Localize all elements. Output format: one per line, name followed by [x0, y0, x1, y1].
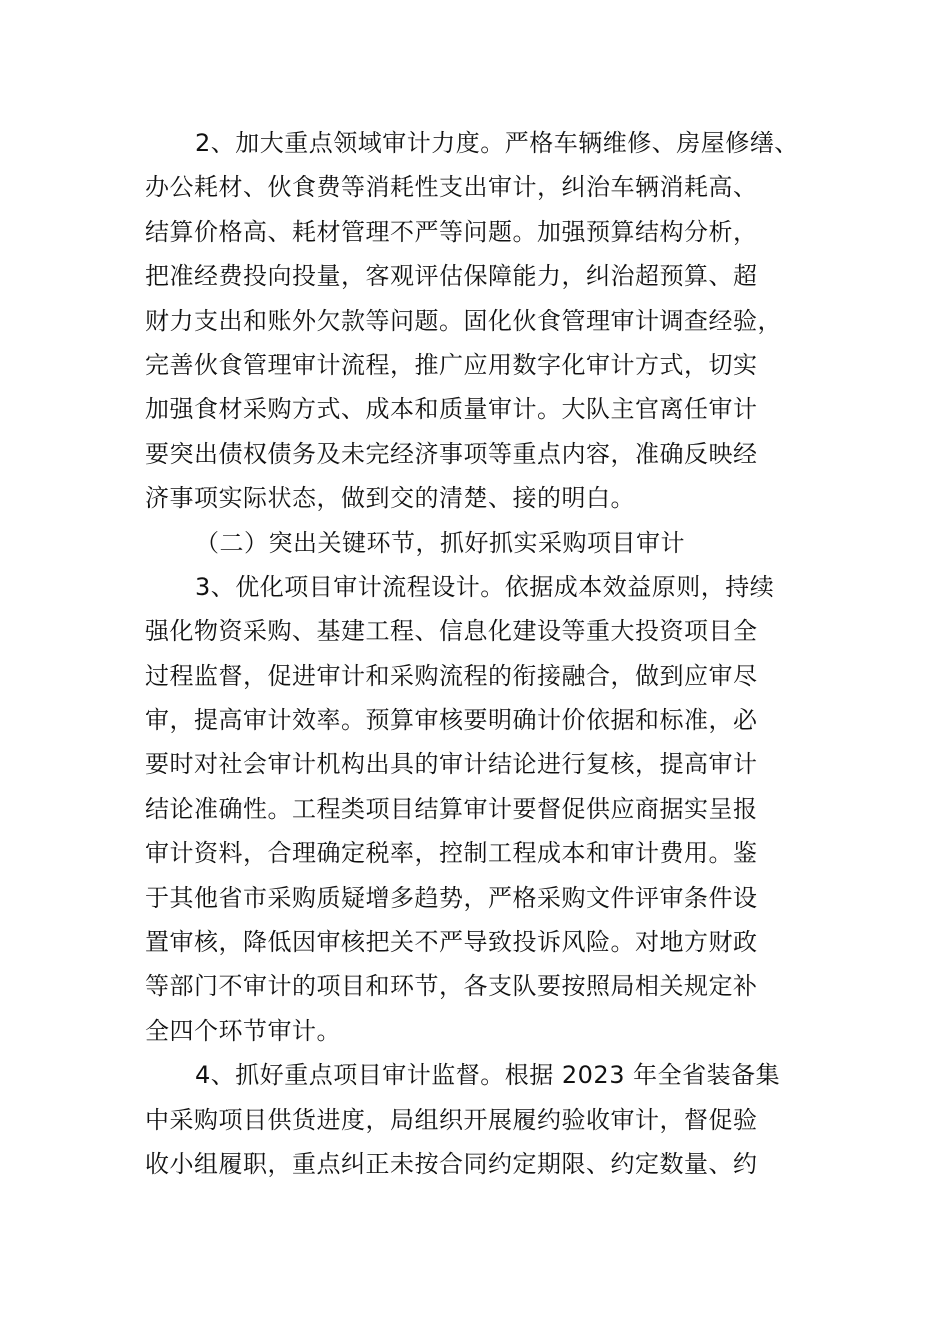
paragraph-2-line-8: 要突出债权债务及未完经济事项等重点内容，准确反映经 [145, 439, 758, 468]
paragraph-4-line-1: 4、抓好重点项目审计监督。根据 2023 年全省装备集 [195, 1061, 781, 1090]
paragraph-2-line-2: 办公耗材、伙食费等消耗性支出审计，纠治车辆消耗高、 [145, 173, 758, 202]
paragraph-3-line-9: 置审核，降低因审核把关不严导致投诉风险。对地方财政 [145, 928, 758, 957]
paragraph-3-line-1: 3、优化项目审计流程设计。依据成本效益原则，持续 [195, 572, 775, 601]
section-heading: （二）突出关键环节，抓好抓实采购项目审计 [195, 528, 685, 557]
paragraph-3-line-2: 强化物资采购、基建工程、信息化建设等重大投资项目全 [145, 617, 758, 646]
paragraph-2-line-5: 财力支出和账外欠款等问题。固化伙食管理审计调查经验， [145, 306, 782, 335]
paragraph-3-line-3: 过程监督，促进审计和采购流程的衔接融合，做到应审尽 [145, 661, 758, 690]
paragraph-2-line-7: 加强食材采购方式、成本和质量审计。大队主官离任审计 [145, 395, 758, 424]
paragraph-3-line-7: 审计资料，合理确定税率，控制工程成本和审计费用。鉴 [145, 839, 758, 868]
paragraph-3-line-11: 全四个环节审计。 [145, 1016, 341, 1045]
paragraph-3-line-10: 等部门不审计的项目和环节，各支队要按照局相关规定补 [145, 972, 758, 1001]
paragraph-2-line-6: 完善伙食管理审计流程，推广应用数字化审计方式，切实 [145, 350, 758, 379]
paragraph-3-line-8: 于其他省市采购质疑增多趋势，严格采购文件评审条件设 [145, 883, 758, 912]
paragraph-2-line-9: 济事项实际状态，做到交的清楚、接的明白。 [145, 484, 635, 513]
paragraph-2-line-4: 把准经费投向投量，客观评估保障能力，纠治超预算、超 [145, 262, 758, 291]
paragraph-2-line-3: 结算价格高、耗材管理不严等问题。加强预算结构分析， [145, 217, 758, 246]
paragraph-3-line-5: 要时对社会审计机构出具的审计结论进行复核，提高审计 [145, 750, 758, 779]
body-text [145, 121, 825, 1186]
paragraph-4-line-2: 中采购项目供货进度，局组织开展履约验收审计，督促验 [145, 1105, 758, 1134]
paragraph-4-line-3: 收小组履职，重点纠正未按合同约定期限、约定数量、约 [145, 1149, 758, 1178]
paragraph-2-line-1: 2、加大重点领域审计力度。严格车辆维修、房屋修缮、 [195, 129, 799, 157]
paragraph-3-line-4: 审，提高审计效率。预算审核要明确计价依据和标准，必 [145, 706, 758, 735]
paragraph-3-line-6: 结论准确性。工程类项目结算审计要督促供应商据实呈报 [145, 794, 758, 823]
